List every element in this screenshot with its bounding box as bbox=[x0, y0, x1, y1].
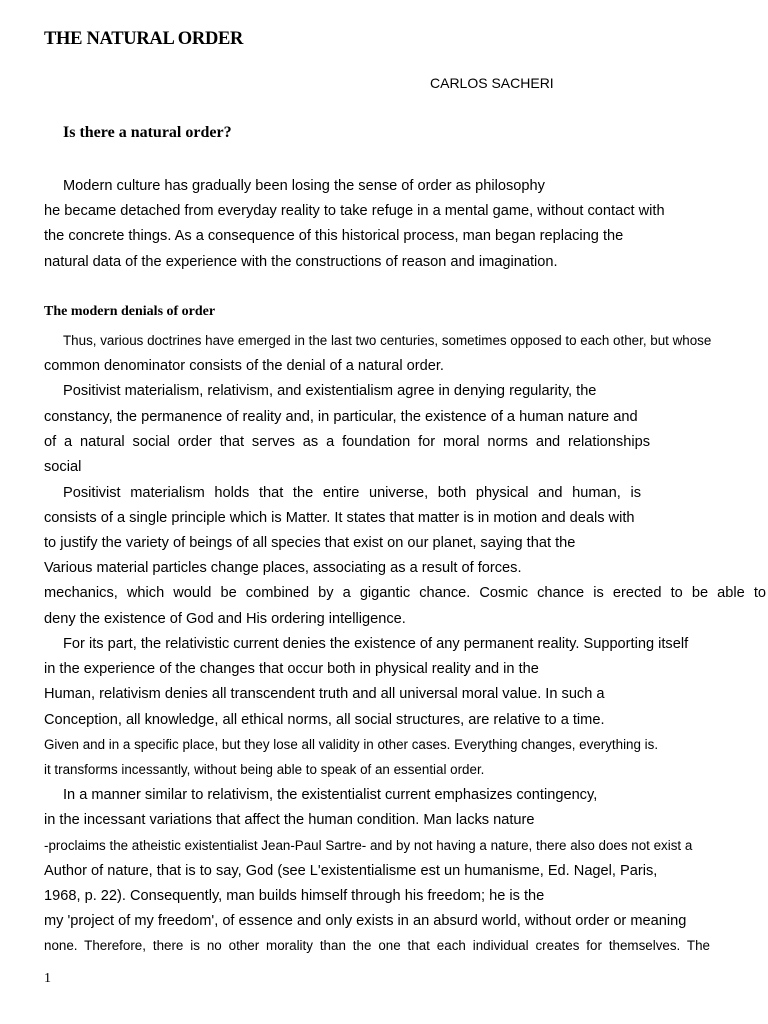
text-line: deny the existence of God and His ordering intelligence. bbox=[44, 611, 406, 627]
text-line: Author of nature, that is to say, God (see L'existentialisme est un humanisme, Ed. Nagel, Paris, bbox=[44, 863, 658, 879]
text-line: to justify the variety of beings of all species that exist on our planet, saying that the bbox=[44, 535, 576, 551]
document-title: THE NATURAL ORDER bbox=[44, 29, 244, 49]
section-heading-natural-order: Is there a natural order? bbox=[63, 124, 232, 141]
text-line: it transforms incessantly, without being able to speak of an essential order. bbox=[44, 762, 485, 777]
page-number: 1 bbox=[44, 971, 51, 986]
text-line: Various material particles change places, associating as a result of forces. bbox=[44, 560, 522, 576]
text-line: the concrete things. As a consequence of this historical process, man began replacing the bbox=[44, 228, 624, 244]
text-line: Thus, various doctrines have emerged in the last two centuries, sometimes opposed to each other, but whose bbox=[63, 333, 712, 348]
text-line: natural data of the experience with the constructions of reason and imagination. bbox=[44, 254, 558, 270]
text-line: he became detached from everyday reality to take refuge in a mental game, without contact with bbox=[44, 203, 665, 219]
text-line: constancy, the permanence of reality and, in particular, the existence of a human nature and bbox=[44, 409, 638, 425]
text-line: social bbox=[44, 459, 82, 475]
text-line: -proclaims the atheistic existentialist Jean-Paul Sartre- and by not having a nature, there also does not exist a bbox=[44, 838, 693, 853]
text-line: 1968, p. 22). Consequently, man builds himself through his freedom; he is the bbox=[44, 888, 545, 904]
text-line: In a manner similar to relativism, the existentialist current emphasizes contingency, bbox=[63, 787, 598, 803]
text-line: none. Therefore, there is no other morality than the one that each individual creates for themselves. The bbox=[44, 938, 710, 953]
text-line: Given and in a specific place, but they lose all validity in other cases. Everything changes, everything is. bbox=[44, 737, 659, 752]
text-line: consists of a single principle which is Matter. It states that matter is in motion and deals with bbox=[44, 510, 635, 526]
text-line: in the experience of the changes that occur both in physical reality and in the bbox=[44, 661, 539, 677]
text-line: in the incessant variations that affect the human condition. Man lacks nature bbox=[44, 812, 535, 828]
text-line: common denominator consists of the denial of a natural order. bbox=[44, 358, 444, 374]
text-line: Modern culture has gradually been losing the sense of order as philosophy bbox=[63, 178, 545, 194]
text-line: For its part, the relativistic current denies the existence of any permanent reality. Supporting itself bbox=[63, 636, 689, 652]
text-line: Conception, all knowledge, all ethical norms, all social structures, are relative to a time. bbox=[44, 712, 605, 728]
section-heading-modern-denials: The modern denials of order bbox=[44, 304, 216, 319]
text-line: Positivist materialism, relativism, and existentialism agree in denying regularity, the bbox=[63, 383, 597, 399]
text-line: Positivist materialism holds that the entire universe, both physical and human, is bbox=[63, 485, 641, 501]
author-name: CARLOS SACHERI bbox=[430, 75, 554, 91]
text-line: Human, relativism denies all transcendent truth and all universal moral value. In such a bbox=[44, 686, 605, 702]
text-line: of a natural social order that serves as a foundation for moral norms and relationships bbox=[44, 434, 650, 450]
text-line: my 'project of my freedom', of essence and only exists in an absurd world, without order or meaning bbox=[44, 913, 687, 929]
text-line: mechanics, which would be combined by a gigantic chance. Cosmic chance is erected to be able to bbox=[44, 585, 766, 601]
